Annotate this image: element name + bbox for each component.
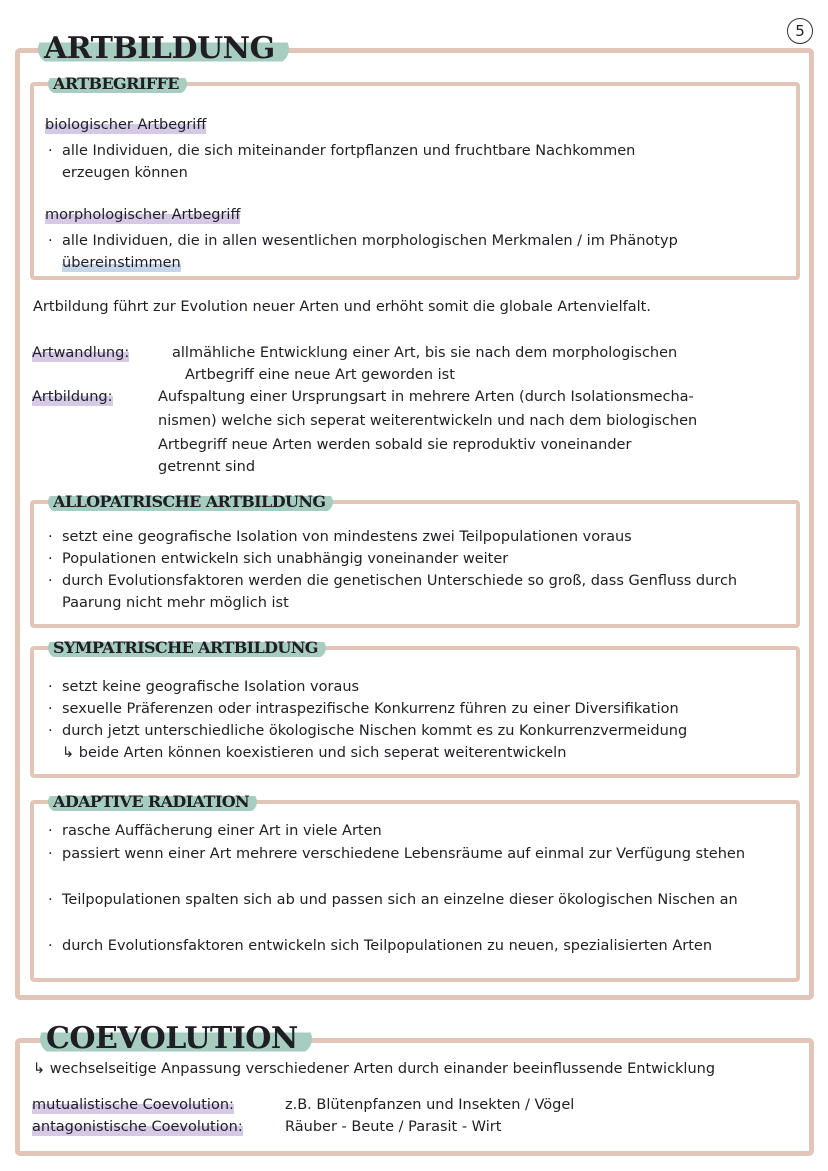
sympatrisch-item-3: · durch jetzt unterschiedliche ökologische Nischen kommt es zu Konkurrenzvermeidung xyxy=(62,720,687,742)
sympatrisch-item-1: · setzt keine geografische Isolation voraus xyxy=(62,676,359,698)
adaptive-item-4: · durch Evolutionsfaktoren entwickeln sich Teilpopulationen zu neuen, spezialisierten Arten xyxy=(62,935,762,957)
artbildung-label: Artbildung: xyxy=(32,386,113,408)
coevolution-title: COEVOLUTION xyxy=(40,1024,312,1054)
bio-artbegriff-text-2: erzeugen können xyxy=(62,165,188,181)
artbegriffe-title: ARTBEGRIFFE xyxy=(48,74,187,94)
sympatrisch-item-2: · sexuelle Präferenzen oder intraspezifische Konkurrenz führen zu einer Diversifikation xyxy=(62,698,679,720)
allopatrisch-item-2: · Populationen entwickeln sich unabhängig voneinander weiter xyxy=(62,548,508,570)
sympatrisch-arrow-note: ↳ beide Arten können koexistieren und sich seperat weiterentwickeln xyxy=(62,745,567,761)
artbildung-intro: Artbildung führt zur Evolution neuer Arten und erhöht somit die globale Artenvielfalt. xyxy=(33,299,651,315)
mutualistic-text: z.B. Blütenpfanzen und Insekten / Vögel xyxy=(285,1097,575,1113)
allopatrisch-item-3: · durch Evolutionsfaktoren werden die genetischen Unterschiede so groß, dass Genfluss durch Paarung nicht mehr möglich ist xyxy=(62,570,762,614)
adaptive-item-2: · passiert wenn einer Art mehrere verschiedene Lebensräume auf einmal zur Verfügung stehen xyxy=(62,843,762,865)
artbildung-text-3: Artbegriff neue Arten werden sobald sie reproduktiv voneinander xyxy=(158,437,632,453)
artwandlung-text-2: Artbegriff eine neue Art geworden ist xyxy=(185,367,455,383)
adaptive-title: ADAPTIVE RADIATION xyxy=(48,792,257,812)
bio-artbegriff-heading: biologischer Artbegriff xyxy=(45,114,206,136)
allopatrisch-title: ALLOPATRISCHE ARTBILDUNG xyxy=(48,492,333,512)
artwandlung-label: Artwandlung: xyxy=(32,342,129,364)
adaptive-item-3: · Teilpopulationen spalten sich ab und passen sich an einzelne dieser ökologischen Nischen an xyxy=(62,889,782,911)
artbildung-text-1: Aufspaltung einer Ursprungsart in mehrere Arten (durch Isolationsmecha- xyxy=(158,389,694,405)
morph-artbegriff-text-2: übereinstimmen xyxy=(62,252,181,274)
morph-artbegriff-text-1: · alle Individuen, die in allen wesentlichen morphologischen Merkmalen / im Phänotyp xyxy=(62,230,678,252)
antagonistic-label: antagonistische Coevolution: xyxy=(32,1116,243,1138)
allopatrisch-item-1: · setzt eine geografische Isolation von mindestens zwei Teilpopulationen voraus xyxy=(62,526,632,548)
page-number: 5 xyxy=(787,18,813,44)
artbildung-text-2: nismen) welche sich seperat weiterentwickeln und nach dem biologischen xyxy=(158,413,698,429)
adaptive-item-1: · rasche Auffächerung einer Art in viele Arten xyxy=(62,820,382,842)
artwandlung-text-1: allmähliche Entwicklung einer Art, bis sie nach dem morphologischen xyxy=(172,345,678,361)
coevolution-definition: ↳ wechselseitige Anpassung verschiedener Arten durch einander beeinflussende Entwicklung xyxy=(33,1061,716,1077)
mutualistic-label: mutualistische Coevolution: xyxy=(32,1094,234,1116)
antagonistic-text: Räuber - Beute / Parasit - Wirt xyxy=(285,1119,502,1135)
bio-artbegriff-text-1: · alle Individuen, die sich miteinander fortpflanzen und fruchtbare Nachkommen xyxy=(62,140,635,162)
morph-artbegriff-heading: morphologischer Artbegriff xyxy=(45,204,240,226)
sympatrisch-title: SYMPATRISCHE ARTBILDUNG xyxy=(48,638,326,658)
artbildung-title: ARTBILDUNG xyxy=(38,34,289,64)
artbildung-text-4: getrennt sind xyxy=(158,459,256,475)
